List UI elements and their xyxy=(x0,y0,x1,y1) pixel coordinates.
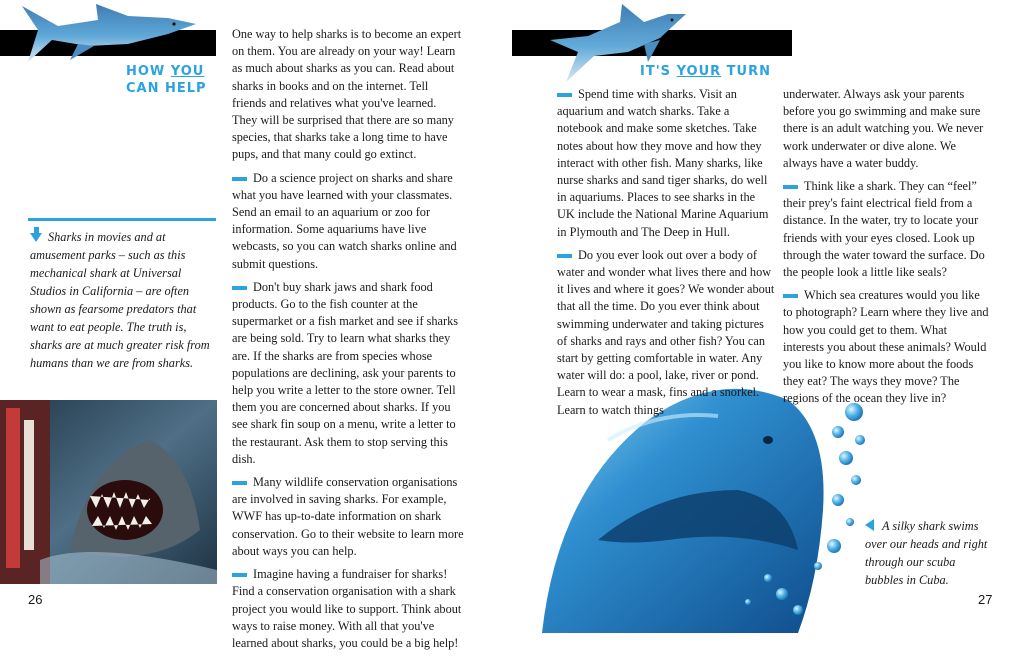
mechanical-shark-photo xyxy=(0,400,217,584)
bullet-item: Which sea creatures would you like to photograph? Learn where they live and how you could get to them. What interests you about these animals? Would you like to know more about the foods they eat? The ways they move? The regions of the ocean they live in? xyxy=(783,288,989,406)
page-heading: IT'S YOUR TURN xyxy=(640,64,771,79)
right-text-column-1 xyxy=(557,86,775,425)
bullet-dash-icon xyxy=(232,286,247,290)
bullet-item: Don't buy shark jaws and shark food products. Go to the fish counter at the supermarket or a fish market and see if sharks are being sold. Try to learn what sharks they are. If the sharks are from species whose populations are declining, ask your parents to help you write a letter to the store owner. Tell them you are concerned about sharks. If you see shark fin soup on a menu, write a letter to the restaurant. Ask them to stop serving this dish. xyxy=(232,279,459,466)
photo-caption: A silky shark swims over our heads and right through our scuba bubbles in Cuba. xyxy=(865,519,988,587)
right-page xyxy=(512,0,1024,633)
bullet-dash-icon xyxy=(557,93,572,97)
bullet-item: Do a science project on sharks and share what you have learned with your classmates. Send an email to an aquarium or zoo for information. Some aquariums have live webcasts, so you can watch sharks online and submit questions. xyxy=(232,170,457,271)
shark-header-image xyxy=(18,0,208,72)
column-intro-paragraph: underwater. Always ask your parents before you go swimming and make sure there is an adult watching you. We never work underwater or dive alone. We always have a water buddy. xyxy=(783,87,984,170)
intro-paragraph: One way to help sharks is to become an expert on them. You are already on your way! Learn as much about sharks as you can. Read about sharks in books and on the internet. Tell friends and relatives what you've learned. They will be surprised that there are so many species, that sharks take a long time to have pups, and that many could go extinct. xyxy=(232,27,462,162)
bullet-dash-icon xyxy=(783,185,798,189)
right-text-column-2 xyxy=(783,86,991,414)
bullet-dash-icon xyxy=(232,573,247,577)
bullet-dash-icon xyxy=(232,177,247,181)
arrow-down-icon xyxy=(30,233,42,242)
page-number: 27 xyxy=(978,592,993,607)
arrow-left-icon xyxy=(865,519,874,531)
bullet-dash-icon xyxy=(783,294,798,298)
bullet-item: Imagine having a fundraiser for sharks! Find a conservation organisation with a shark project you would like to support. Think about ways to raise money. With all that you've learned about sharks, you could be a big help! xyxy=(232,567,462,650)
caption-rule xyxy=(28,218,216,221)
bullet-item: Think like a shark. They can “feel” their prey's faint electrical field from a distance. In the water, try to locate your friends with your eyes closed. Look up through the water toward the surface. Do the people look a little like seals? xyxy=(783,179,985,280)
page-number: 26 xyxy=(28,592,43,607)
bullet-item: Do you ever look out over a body of water and wonder what lives there and how it lives and where it goes? We wonder about that all the time. Do you ever think about swimming underwater and taking pictures of sharks and rays and other fish? You can start by getting comfortable in water. Any water will do: a pool, lake, river or pond. Learn to wear a mask, fins and a snorkel. Learn to watch things xyxy=(557,247,775,417)
page-heading: HOW YOU CAN HELP xyxy=(126,64,207,96)
left-text-column xyxy=(232,26,464,658)
bullet-dash-icon xyxy=(557,254,572,258)
photo-caption: Sharks in movies and at amusement parks – such as this mechanical shark at Universal Studios in California – are often shown as fearsome predators that want to eat people. The truth is, sharks are at much greater risk from humans than we are from sharks. xyxy=(30,230,210,370)
bullet-dash-icon xyxy=(232,481,247,485)
bullet-item: Spend time with sharks. Visit an aquarium and watch sharks. Take a notebook and make some sketches. Take notes about how they move and how they interact with other fish. Many sharks, like nurse sharks and sand tiger sharks, do well in aquariums. Places to see sharks in the UK include the National Marine Aquarium in Plymouth and The Deep in Hull. xyxy=(557,87,769,239)
bullet-item: Many wildlife conservation organisations are involved in saving sharks. For example, WWF has up-to-date information on shark conservation. Go to their website to learn more about ways you can help. xyxy=(232,475,464,558)
left-page xyxy=(0,0,512,650)
